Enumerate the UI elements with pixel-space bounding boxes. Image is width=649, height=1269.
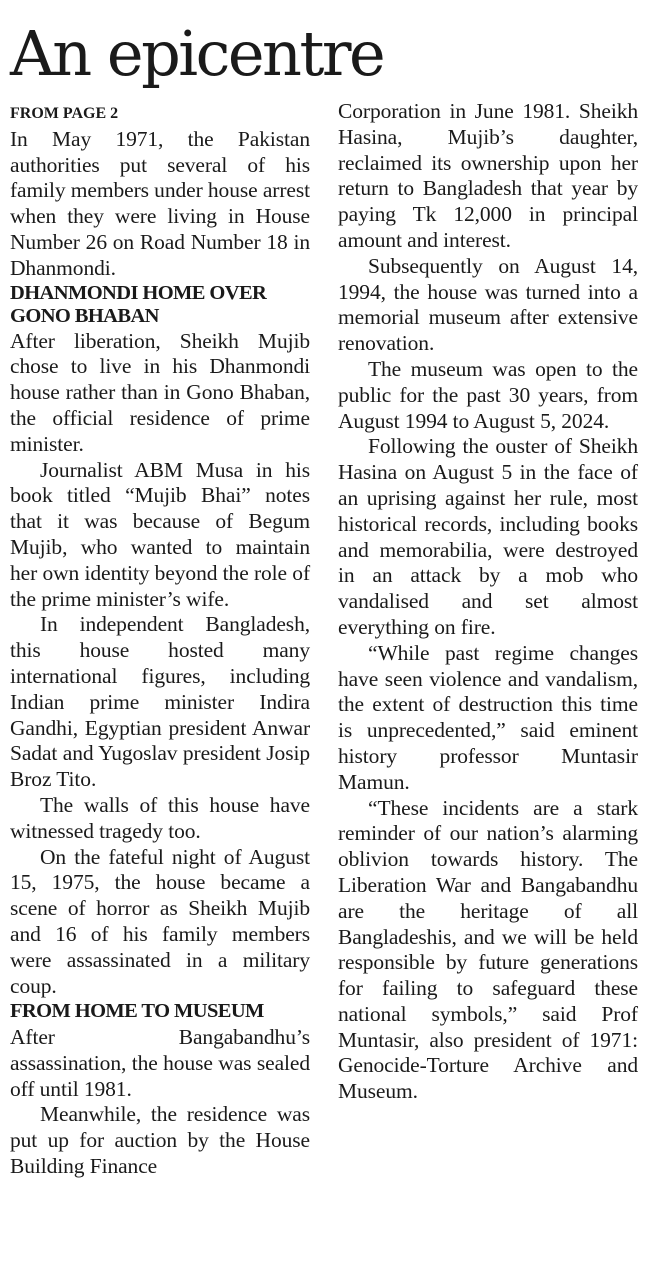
paragraph: Following the ouster of Sheikh Hasina on August 5 in the face of an uprising against her rule, most historical records, including books and memorabilia, were destroyed in an attack by a mob who vandalised and set almost everything on fire. (338, 434, 638, 639)
paragraph: The walls of this house have witnessed tragedy too. (10, 792, 310, 843)
headline: An epicentre (10, 17, 384, 90)
continued-from-kicker: FROM PAGE 2 (10, 105, 119, 122)
paragraph: In May 1971, the Pakistan authorities put several of his family members under house arrest when they were living in House Number 26 on Road Number 18 in Dhanmondi. (10, 126, 310, 280)
paragraph: “While past regime changes have seen violence and vandalism, the extent of destruction this time is unprecedented,” said eminent history professor Muntasir Mamun. (338, 640, 638, 794)
paragraph: In independent Bangladesh, this house hosted many international figures, including Indian prime minister Indira Gandhi, Egyptian president Anwar Sadat and Yugoslav president Josip Broz Tito. (10, 612, 310, 792)
paragraph: Journalist ABM Musa in his book titled “Mujib Bhai” notes that it was because of Begum Mujib, who wanted to maintain her own identity beyond the role of the prime minister’s wife. (10, 457, 310, 611)
paragraph: On the fateful night of August 15, 1975, the house became a scene of horror as Sheikh Mujib and 16 of his family members were assassinated in a military coup. (10, 844, 310, 998)
paragraph: After Bangabandhu’s assassination, the house was sealed off until 1981. (10, 1025, 310, 1101)
paragraph: Meanwhile, the residence was put up for auction by the House Building Finance (10, 1102, 310, 1179)
paragraph: Subsequently on August 14, 1994, the house was turned into a memorial museum after extensive renovation. (338, 253, 638, 356)
left-column (10, 101, 310, 1180)
subhead-home-to-museum: FROM HOME TO MUSEUM (10, 1000, 264, 1023)
paragraph: After liberation, Sheikh Mujib chose to live in his Dhanmondi house rather than in Gono Bhaban, the official residence of prime minister. (10, 328, 310, 456)
paragraph: Corporation in June 1981. Sheikh Hasina, Mujib’s daughter, reclaimed its ownership upon her return to Bangladesh that year by paying Tk 12,000 in principal amount and interest. (338, 99, 638, 252)
right-column (338, 99, 638, 1105)
subhead-dhanmondi-home: DHANMONDI HOME OVER GONO BHABAN (10, 281, 267, 328)
paragraph: “These incidents are a stark reminder of our nation’s alarming oblivion towards history. The Liberation War and Bangabandhu are the heritage of all Bangladeshis, and we will be held responsible by future generations for failing to safeguard these national symbols,” said Prof Muntasir, also president of 1971: Genocide-Torture Archive and Museum. (338, 795, 638, 1104)
paragraph: The museum was open to the public for the past 30 years, from August 1994 to August 5, 2024. (338, 356, 638, 433)
